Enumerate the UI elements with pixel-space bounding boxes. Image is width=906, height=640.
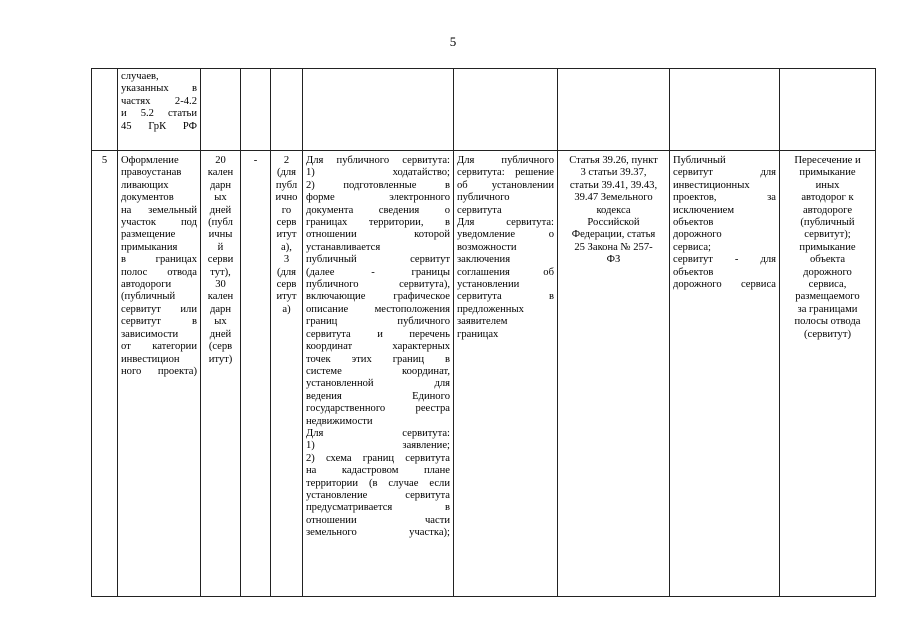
cell-line: форме электронного [306, 192, 450, 204]
cell-line: дорожного [673, 229, 722, 241]
cell-line: сервитут в [121, 316, 197, 328]
cell-line: 1) заявление; [306, 440, 450, 452]
cell-line: сервитут для [673, 167, 776, 179]
page-number: 5 [449, 34, 457, 49]
cell-line: земельного участка); [306, 527, 450, 539]
cell-line: сервитута [457, 204, 502, 216]
cell-result [454, 151, 558, 597]
cell-line: автодороги [121, 279, 172, 291]
cell-line: 3 [283, 254, 290, 266]
cell-line: размещение [121, 229, 176, 241]
cell-line: сервиса, [808, 279, 847, 291]
cell-line: ливающих [121, 179, 169, 191]
cell-line: установлении [457, 279, 520, 291]
cell-line: дней [209, 328, 232, 340]
cell-line: участок под [121, 217, 197, 229]
cell-line: и 5.2 статьи [121, 108, 197, 120]
cell-line: за границами [797, 303, 858, 315]
cell-line: примыкание [799, 167, 856, 179]
cell-line: статьи 39.41, 39.43, [569, 179, 658, 191]
cell-line: а), [281, 241, 292, 253]
cell-line: автодороге [802, 204, 853, 216]
cell-line: правоустанав [121, 167, 182, 179]
cell-line: 25 Закона № 257- [574, 241, 653, 253]
cell-line: й [217, 241, 224, 253]
cell-line: сервитута и перечень [306, 328, 450, 340]
cell-line: отношении которой [306, 229, 450, 241]
cell-line: Федерации, статья [571, 229, 656, 241]
cell-line: заключения [457, 254, 511, 266]
cell-line: а) [282, 303, 291, 315]
cell-line: дарн [209, 179, 232, 191]
cell-line: проектов, за [673, 192, 776, 204]
cell-line: сервитут); [804, 229, 851, 241]
cell-line: Для публичного сервитута: [306, 155, 450, 166]
cell-line: на земельный [121, 204, 197, 216]
cell-line: кален [207, 167, 234, 179]
cell-line: ичны [208, 229, 233, 241]
cell-line: публичный сервитут [306, 254, 450, 266]
cell-line: частях 2-4.2 [121, 95, 197, 107]
cell-line: Статья 39.26, пункт [569, 155, 658, 166]
cell-line: ых [214, 316, 227, 328]
cell-line: государственного реестра [306, 403, 450, 415]
cell-kind [670, 151, 780, 597]
cell-line: публичного [457, 192, 510, 204]
cell-line: документа сведения о [306, 204, 450, 216]
cell-line: ного проекта) [121, 365, 197, 377]
cell-line: зависимости [121, 328, 179, 340]
cell-line: ых [214, 192, 227, 204]
cell-line: 1) ходатайство; [306, 167, 450, 179]
cell-line: предложенных [457, 303, 524, 315]
cell-line: примыкания [121, 241, 178, 253]
table-row-5 [92, 151, 876, 597]
cell-line: дарн [209, 303, 232, 315]
cell-line: дорожного [803, 266, 852, 278]
cell-line: об установлении [457, 179, 554, 191]
cell-line: объектов [673, 266, 714, 278]
cell-num-cont [92, 69, 118, 151]
cell-line: полос отвода [121, 266, 197, 278]
cell-line: установленной для [306, 378, 450, 390]
cell-service-name [118, 151, 201, 597]
cell-line: координат характерных [306, 341, 450, 353]
cell-line: тут), [210, 266, 231, 278]
cell-line: полосы отвода [794, 316, 861, 328]
cell-line: заявителем [457, 316, 508, 328]
cell-line: недвижимости [306, 415, 373, 427]
cell-line: (сервитут) [804, 328, 851, 340]
cell-line: территории (в случае если [306, 477, 450, 489]
cell-line: кодекса [596, 204, 631, 216]
cell-line: кален [207, 291, 234, 303]
table-row-continuation [92, 69, 876, 151]
cell-line: Для сервитута: [306, 427, 450, 439]
cell-line: точек этих границ в [306, 353, 450, 365]
cell-line: публ [275, 179, 298, 191]
cell-line: на кадастровом плане [306, 465, 450, 477]
cell-line: документов [121, 192, 174, 204]
cell-line: инвестицион [121, 353, 180, 365]
cell-line: итут) [208, 353, 233, 365]
cell-line: сервитут или [121, 303, 197, 315]
cell-line: объекта [809, 254, 846, 266]
cell-line: итут [276, 291, 297, 303]
cell-line: сервиса; [673, 241, 711, 253]
cell-line: примыкание [799, 241, 856, 253]
cell-line: дорожного сервиса [673, 279, 776, 291]
cell-line: 30 [215, 279, 226, 291]
cell-line: сервитута: решение [457, 167, 554, 179]
cell-line: 45 ГрК РФ [121, 120, 197, 132]
cell-line: системе координат, [306, 365, 450, 377]
cell-line: Российской [587, 217, 640, 229]
cell-name-cont [118, 69, 201, 151]
cell-line: объектов [673, 217, 714, 229]
cell-line: устанавливается [306, 241, 381, 253]
cell-line: автодорог к [801, 192, 854, 204]
cell-line: го [281, 204, 292, 216]
cell-line: серви [207, 254, 234, 266]
cell-line: (публ [208, 217, 233, 229]
cell-line: Пересечение и [794, 155, 861, 166]
cell-line: ведения Единого [306, 390, 450, 402]
cell-law [558, 151, 670, 597]
cell-line: указанных в [121, 83, 197, 95]
cell-line: сервитута в [457, 291, 554, 303]
cell-line: (для [276, 167, 297, 179]
cell-line: Публичный [673, 155, 726, 166]
cell-line: 39.47 Земельного [574, 192, 653, 204]
cell-line: установление сервитута [306, 489, 450, 501]
cell-line: Для публичного [457, 155, 554, 166]
cell-line: границах [457, 328, 499, 340]
cell-line: описание местоположения [306, 303, 450, 315]
cell-line: 3 статьи 39.37, [580, 167, 647, 179]
cell-line: уведомление о [457, 229, 554, 241]
cell-line: (далее - границы [306, 266, 450, 278]
cell-line: от категории [121, 341, 197, 353]
cell-line: публичного сервитута), [306, 279, 450, 291]
cell-line: границ публичного [306, 316, 450, 328]
cell-line: итут [276, 229, 297, 241]
cell-line: 2) подготовленные в [306, 179, 450, 191]
cell-line: предусматривается в [306, 502, 450, 514]
cell-days [271, 151, 303, 597]
cell-line: иных [815, 179, 840, 191]
cell-line: отношении части [306, 514, 450, 526]
services-table [91, 68, 876, 597]
cell-line: границах территории, в [306, 217, 450, 229]
cell-line: соглашения об [457, 266, 554, 278]
cell-line: (для [276, 266, 297, 278]
cell-line: Для сервитута: [457, 217, 554, 229]
cell-row-number: 5 [92, 151, 118, 597]
cell-line: серв [276, 279, 297, 291]
cell-term [201, 151, 241, 597]
cell-line: (публичный [800, 217, 855, 229]
cell-line: 2 [283, 155, 290, 166]
cell-line: 20 [215, 155, 226, 166]
cell-line: сервитут - для [673, 254, 776, 266]
cell-line: случаев, [121, 71, 159, 82]
cell-line: размещаемого [795, 291, 860, 303]
cell-line: включающие графическое [306, 291, 450, 303]
cell-object [780, 151, 876, 597]
cell-line: ично [275, 192, 298, 204]
cell-line: (публичный [121, 291, 176, 303]
cell-dash: - [241, 151, 271, 597]
cell-line: в границах [121, 254, 197, 266]
cell-line: серв [276, 217, 297, 229]
cell-line: 2) схема границ сервитута [306, 452, 450, 464]
cell-line: (серв [208, 341, 233, 353]
cell-line: возможности [457, 241, 517, 253]
cell-line: Оформление [121, 155, 179, 166]
cell-line: ФЗ [606, 254, 621, 266]
cell-line: исключением [673, 204, 735, 216]
cell-line: инвестиционных [673, 179, 750, 191]
cell-line: дней [209, 204, 232, 216]
cell-documents [303, 151, 454, 597]
